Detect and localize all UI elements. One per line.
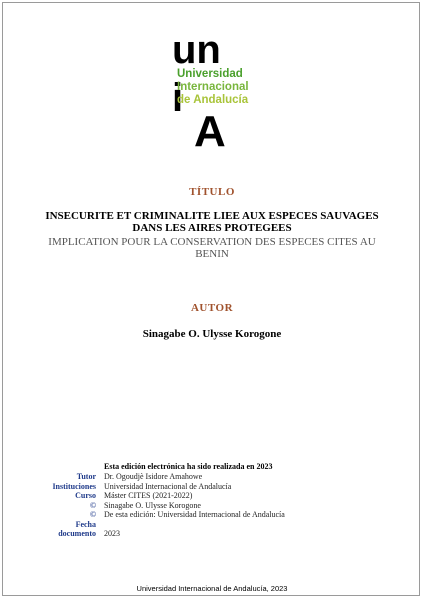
- titulo-label: TÍTULO: [189, 186, 235, 198]
- document-subtitle: IMPLICATION POUR LA CONSERVATION DES ESPECES CITES AU BENIN: [48, 236, 376, 260]
- meta-value: De esta edición: Universidad Internacional de Andalucía: [104, 510, 285, 519]
- meta-value: Universidad Internacional de Andalucía: [104, 481, 232, 491]
- logo-a: A: [194, 107, 226, 156]
- meta-key: documento: [58, 529, 96, 538]
- meta-key: ©: [90, 500, 96, 510]
- logo-i: i: [172, 76, 184, 120]
- meta-key: Tutor: [76, 472, 96, 481]
- autor-label: AUTOR: [190, 302, 234, 314]
- edition-heading: Esta edición electrónica ha sido realizada en 2023: [104, 462, 273, 471]
- logo-line-1: Universidad: [177, 68, 243, 80]
- logo-un: un: [172, 28, 221, 72]
- meta-value: 2023: [104, 529, 120, 538]
- meta-value: Máster CITES (2021-2022): [104, 491, 193, 500]
- page-footer: Universidad Internacional de Andalucía, 2023: [136, 584, 288, 593]
- meta-value: Sinagabe O. Ulysse Korogone: [104, 500, 201, 510]
- author-name: Sinagabe O. Ulysse Korogone: [142, 328, 282, 340]
- university-logo: [172, 28, 282, 156]
- meta-value: [104, 520, 285, 530]
- logo-line-2: Internacional: [177, 81, 249, 93]
- document-title: INSECURITE ET CRIMINALITE LIEE AUX ESPECES SAUVAGES DANS LES AIRES PROTEGEES: [45, 210, 379, 234]
- meta-key: ©: [90, 510, 96, 519]
- metadata-keys: [40, 472, 96, 539]
- meta-key: Curso: [75, 491, 96, 500]
- logo-wordmark: [177, 68, 249, 107]
- logo-line-3: de Andalucía: [177, 94, 249, 106]
- meta-key: Fecha: [75, 519, 96, 529]
- meta-value: Dr. Ogoudjè Isidore Amahowe: [104, 472, 203, 481]
- meta-key: Instituciones: [52, 481, 96, 491]
- metadata-values: [104, 472, 285, 539]
